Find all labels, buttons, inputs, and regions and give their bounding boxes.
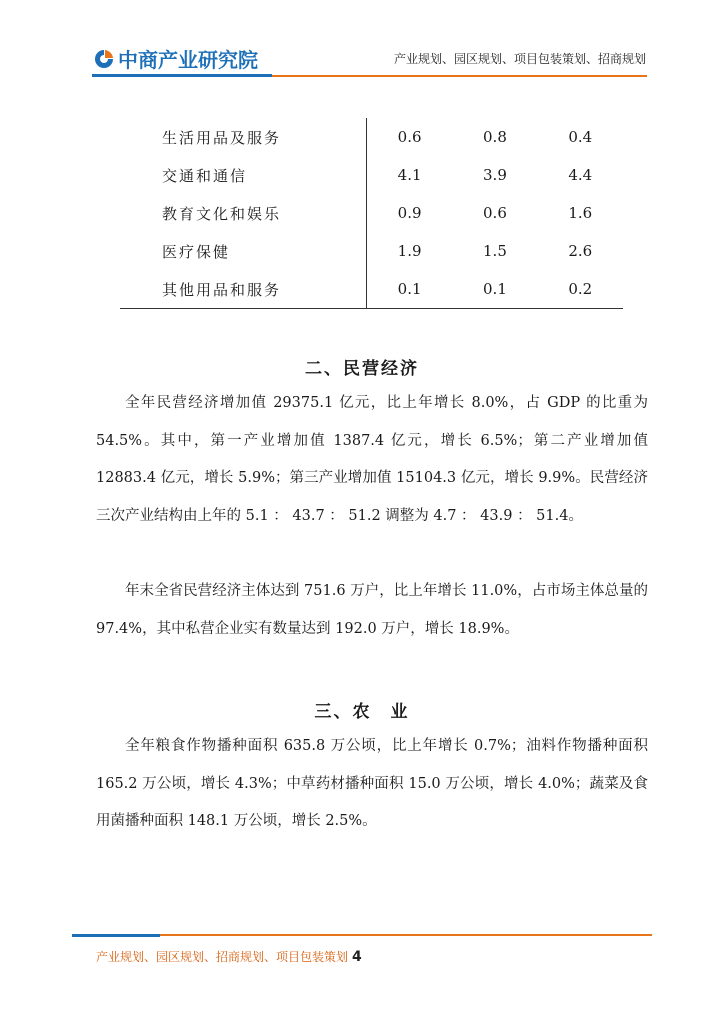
header-slogan: 产业规划、园区规划、项目包装策划、招商规划 (393, 52, 646, 66)
consumption-table (120, 118, 623, 309)
row-value: 4.1 (397, 166, 422, 184)
row-category: 医疗保健 (120, 232, 366, 270)
company-logo (94, 44, 258, 73)
row-value: 3.9 (483, 166, 507, 184)
table-row (120, 232, 623, 270)
table-row (120, 194, 623, 232)
row-value: 0.2 (538, 270, 623, 309)
row-value: 0.6 (397, 128, 422, 146)
paragraph-private-economy-1: 全年民营经济增加值 29375.1 亿元，比上年增长 8.0%，占 GDP 的比重为 54.5%。其中，第一产业增加值 1387.4 亿元，增长 6.5%；第二产业增加值 12883.4 亿元，增长 5.9%；第三产业增加值 15104.3 亿元，增长 9.9%。民营经济三次产业结构由上年的 5.1 ： 43.7 ： 51.2 调整为 4.7 ： 43.9 ： 51.4。 (96, 395, 648, 524)
page-header (0, 0, 724, 80)
table-row (120, 270, 623, 309)
row-category: 交通和通信 (120, 156, 366, 194)
table-row (120, 156, 623, 194)
table-row (120, 118, 623, 156)
header-rule-orange (272, 75, 647, 77)
row-value: 4.4 (568, 166, 593, 184)
section-heading-agriculture: 三、农 业 (314, 702, 410, 722)
row-category: 生活用品及服务 (120, 118, 366, 156)
row-value: 0.6 (483, 204, 507, 222)
row-value: 1.9 (397, 242, 422, 260)
logo-text: 中商产业研究院 (118, 48, 258, 72)
page-number: 4 (352, 949, 362, 965)
logo-mark-icon (94, 49, 114, 69)
footer-rule-blue (72, 934, 160, 937)
row-category: 教育文化和娱乐 (120, 194, 366, 232)
footer-slogan: 产业规划、园区规划、招商规划、项目包装策划 (96, 950, 349, 964)
row-value: 1.5 (483, 242, 507, 260)
row-value: 0.9 (397, 204, 422, 222)
page-footer (96, 948, 362, 965)
row-value: 2.6 (568, 242, 593, 260)
section-heading-private-economy: 二、民营经济 (305, 359, 419, 379)
row-value: 0.8 (483, 128, 507, 146)
footer-rule-orange (160, 934, 652, 936)
row-value: 1.6 (568, 204, 593, 222)
row-value: 0.1 (366, 270, 452, 309)
header-rule-blue (92, 74, 272, 77)
paragraph-agriculture: 全年粮食作物播种面积 635.8 万公顷，比上年增长 0.7%；油料作物播种面积 165.2 万公顷，增长 4.3%；中草药材播种面积 15.0 万公顷，增长 4.0%；蔬菜及食用菌播种面积 148.1 万公顷，增长 2.5%。 (96, 738, 648, 829)
row-value: 0.4 (568, 128, 593, 146)
row-category: 其他用品和服务 (120, 270, 366, 309)
row-value: 0.1 (452, 270, 537, 309)
paragraph-private-economy-2: 年末全省民营经济主体达到 751.6 万户，比上年增长 11.0%，占市场主体总量的 97.4%，其中私营企业实有数量达到 192.0 万户，增长 18.9%。 (96, 583, 648, 637)
